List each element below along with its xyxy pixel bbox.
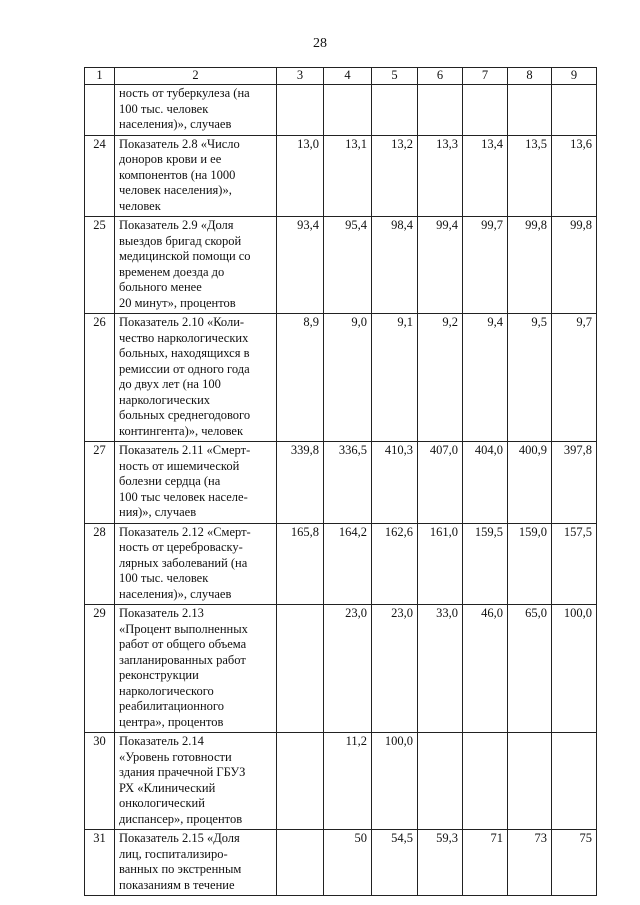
column-header: 5	[372, 68, 418, 85]
indicator-value	[324, 85, 372, 136]
indicator-value: 9,0	[324, 314, 372, 442]
indicator-value: 71	[463, 830, 508, 896]
indicator-value: 9,5	[508, 314, 552, 442]
indicator-description: Показатель 2.11 «Смерт- ность от ишемической болезни сердца (на 100 тыс человек населе- ния)», случаев	[115, 442, 277, 524]
row-number: 25	[85, 217, 115, 314]
indicator-description: Показатель 2.14 «Уровень готовности здания прачечной ГБУЗ РХ «Клинический онкологический диспансер», процентов	[115, 733, 277, 830]
indicator-value: 100,0	[372, 733, 418, 830]
indicator-value	[508, 733, 552, 830]
indicator-value	[552, 733, 597, 830]
indicator-value: 162,6	[372, 523, 418, 605]
table-row	[85, 314, 597, 442]
indicator-value	[508, 85, 552, 136]
indicator-value	[277, 85, 324, 136]
indicator-description: Показатель 2.13 «Процент выполненных работ от общего объема запланированных работ реконструкции наркологического реабилитационного центра», процентов	[115, 605, 277, 733]
indicator-value: 73	[508, 830, 552, 896]
indicator-value: 164,2	[324, 523, 372, 605]
indicator-value: 397,8	[552, 442, 597, 524]
indicator-value: 159,0	[508, 523, 552, 605]
indicator-value: 157,5	[552, 523, 597, 605]
indicator-value: 13,4	[463, 135, 508, 217]
indicator-value: 54,5	[372, 830, 418, 896]
indicator-description: ность от туберкулеза (на 100 тыс. человек населения)», случаев	[115, 85, 277, 136]
indicator-value: 46,0	[463, 605, 508, 733]
indicator-value: 99,4	[418, 217, 463, 314]
table-row	[85, 830, 597, 896]
indicator-value	[277, 733, 324, 830]
indicator-value	[277, 830, 324, 896]
table-body	[85, 85, 597, 896]
indicator-value: 93,4	[277, 217, 324, 314]
column-header: 8	[508, 68, 552, 85]
indicator-value	[277, 605, 324, 733]
indicator-value	[463, 733, 508, 830]
row-number: 31	[85, 830, 115, 896]
indicator-value: 75	[552, 830, 597, 896]
indicator-value: 8,9	[277, 314, 324, 442]
table-row	[85, 135, 597, 217]
indicator-description: Показатель 2.9 «Доля выездов бригад скорой медицинской помощи со временем доезда до больного менее 20 минут», процентов	[115, 217, 277, 314]
indicator-value	[418, 85, 463, 136]
column-header: 7	[463, 68, 508, 85]
indicator-value: 9,1	[372, 314, 418, 442]
indicator-value: 159,5	[463, 523, 508, 605]
indicator-value: 99,8	[552, 217, 597, 314]
indicator-description: Показатель 2.12 «Смерт- ность от цереброваску- лярных заболеваний (на 100 тыс. человек населения)», случаев	[115, 523, 277, 605]
indicator-value: 59,3	[418, 830, 463, 896]
indicator-description: Показатель 2.15 «Доля лиц, госпитализиро- ванных по экстренным показаниям в течение	[115, 830, 277, 896]
row-number: 24	[85, 135, 115, 217]
indicator-value: 99,8	[508, 217, 552, 314]
table-row	[85, 523, 597, 605]
row-number: 30	[85, 733, 115, 830]
column-header: 3	[277, 68, 324, 85]
table-row	[85, 733, 597, 830]
indicator-value: 9,4	[463, 314, 508, 442]
row-number: 29	[85, 605, 115, 733]
indicator-value	[463, 85, 508, 136]
column-header: 2	[115, 68, 277, 85]
column-header: 6	[418, 68, 463, 85]
indicator-value: 13,0	[277, 135, 324, 217]
indicator-value: 98,4	[372, 217, 418, 314]
indicator-value: 23,0	[324, 605, 372, 733]
table-row	[85, 442, 597, 524]
indicator-value	[552, 85, 597, 136]
indicator-value: 13,3	[418, 135, 463, 217]
row-number: 28	[85, 523, 115, 605]
indicator-value: 165,8	[277, 523, 324, 605]
column-header: 4	[324, 68, 372, 85]
indicator-value	[418, 733, 463, 830]
row-number: 26	[85, 314, 115, 442]
indicator-value: 339,8	[277, 442, 324, 524]
indicator-value: 95,4	[324, 217, 372, 314]
indicator-value: 336,5	[324, 442, 372, 524]
indicator-description: Показатель 2.10 «Коли- чество наркологических больных, находящихся в ремиссии от одного года до двух лет (на 100 наркологических больных среднегодового контингента)», человек	[115, 314, 277, 442]
column-header: 1	[85, 68, 115, 85]
indicator-value: 13,5	[508, 135, 552, 217]
indicators-table	[84, 67, 597, 896]
indicator-value: 11,2	[324, 733, 372, 830]
indicator-value	[372, 85, 418, 136]
indicator-value: 65,0	[508, 605, 552, 733]
indicator-value: 410,3	[372, 442, 418, 524]
indicator-value: 404,0	[463, 442, 508, 524]
indicator-value: 99,7	[463, 217, 508, 314]
indicator-value: 100,0	[552, 605, 597, 733]
indicator-value: 13,2	[372, 135, 418, 217]
indicator-description: Показатель 2.8 «Число доноров крови и ее компонентов (на 1000 человек населения)», человек	[115, 135, 277, 217]
page-number: 28	[313, 36, 327, 51]
row-number	[85, 85, 115, 136]
table-row	[85, 217, 597, 314]
indicator-value: 23,0	[372, 605, 418, 733]
row-number: 27	[85, 442, 115, 524]
indicator-value: 407,0	[418, 442, 463, 524]
indicator-value: 13,6	[552, 135, 597, 217]
table-row	[85, 85, 597, 136]
indicator-value: 161,0	[418, 523, 463, 605]
indicator-value: 13,1	[324, 135, 372, 217]
table-header-row	[85, 68, 597, 85]
indicator-value: 33,0	[418, 605, 463, 733]
indicator-value: 9,7	[552, 314, 597, 442]
indicator-value: 50	[324, 830, 372, 896]
column-header: 9	[552, 68, 597, 85]
table-row	[85, 605, 597, 733]
indicator-value: 400,9	[508, 442, 552, 524]
indicator-value: 9,2	[418, 314, 463, 442]
